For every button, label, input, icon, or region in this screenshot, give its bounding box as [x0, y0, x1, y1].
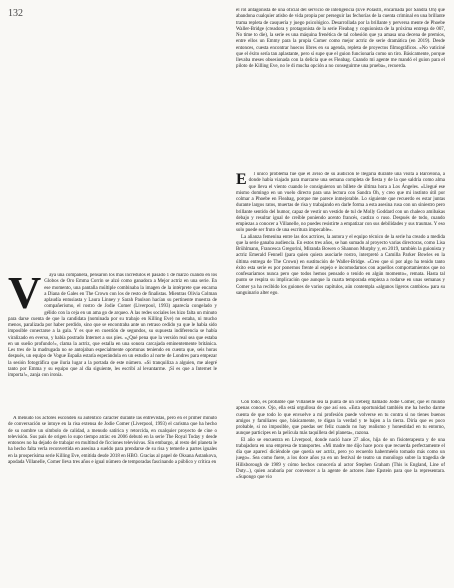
article-column-left-bottom [8, 416, 217, 466]
article-column-left-top [8, 273, 217, 379]
article-paragraph: La alianza femenina entre las dos actrices, la autora y el equipo técnico de la serie ha creado a medida que la serie ganaba audiencia. En estos tres años, se han sumado al proyecto varias directoras, como Lisa Brühlmann, Francesca Gregorini, Miranda Bowen o Shannon Murphy y, en 2019, también la guionista y actriz Emerald Fennell (para quien quiera asociarle rostro, interpretó a Camilla Parker Bowles en la última entrega de The Crown) en sustitución de Waller-Bridge. «Creo que si por algo ha tenido tanto éxito esta serie es por ponernos frente al espejo e incomodarnos con aquellos comportamientos que no confesaríamos nunca pero que todos hemos pensado o tenido en algún momento», remata. Hasta tal punto se respira su implicación que aunque la cuarta temporada empieza a rodarse en unas semanas y Comer ya ha recibido los guiones de varios capítulos, aún contempla «algunos ligeros cambios» para su sanguinario alter ego. [236, 234, 445, 296]
drop-cap: E [236, 172, 247, 188]
article-paragraph: El año se encuentra en Liverpool, donde nació hace 27 años, hija de un fisioterapeuta y de una trabajadora en una empresa de transportes. «Mi madre me dijo hace poco que recuerda perfectamente el día que aparecí diciéndole que quería ser actriz, pero yo recuerdo haberméelo tomado más como un juego». Sea como fuere, a los doce años ya en un festival de teatro un monólogo sobre la tragedia de Hillsborough de 1989 y cómo hechos conocería al actor Stephen Graham (This is England, Line of Duty...), quien acabaría por convencer a la agente de actores Jane Epstein para que la representara. «Supongo que vio [236, 437, 445, 480]
article-paragraph: el rol antagonista de una oficial del servicio de inteligencia (Eve Polastri, encarnada por Sandra Oh) que abandona cualquier atisbo de vida propia por perseguir las fechorías de la cuenta criminal en una brillante trama repleta de casquería y juego psicológico. Desarrollada por la brillante y perversa mente de Phoebe Waller-Bridge (creadora y protagonista de la serie Fleabag y coguionista de la próxima entrega de 007, No time to die), la serie es una máquina frenética de tal cohesión que ya amasa una decena de premios, entre ellos un Emmy para la propia Comer como mejor actriz de serie dramática (en 2019). Desde entonces, cuesta encontrar huecos libres en su agenda, repleta de proyectos filmográficos. «No vaticiné que el éxito sería tan aplastante, pero sí supe que el guion funcionaría como un tiro. Básicamente, porque llevaba meses obsesionada con la delicia que es Fleabag. Cuando mi agente me mandó el guion para el piloto de Killing Eve, no le di mucha opción a no conseguirme una prueba», recuerda. [236, 8, 445, 70]
page-number: 132 [8, 8, 23, 19]
article-column-right-mid [236, 172, 445, 297]
article-paragraph: l único problema fue que el aviso de su audición le llegaría durante una visita a Barcelona, a donde había viajado para marcarse una semana completa de fiesta y de la que saldría como alma que lleva el viento cuando le consiguieron un billete de última hora a Los Ángeles. «Llegué ese mismo domingo en un vuelo directo para una lectura con Sandra Oh, y creo que mi instinto útil por colmar a Phoebe en Fleabag, porque me parece inmejorable. Lo siguiente que recuerdo es estar juntas durante largos ratos, muertas de risa y trabajando en darle forma a esta asesina rusa con un siniestro pero brillante sentido del humor, capaz de vestir un vestido de tul de Molly Goddard con un chaleco amibakas debajo y resultar igual de creíble poniendo acento francés, castizo o ruso. Después de todo, cuando empiezas a conocer a Villanelle, no puedes resistirte a empatizar con sus debilidades y sus traumas. Y eso solo puede ser fruto de una escritura impecable». [236, 172, 445, 234]
article-paragraph: A menudo los actores esconden su auténtico carácter durante las entrevistas, pero en el primer minuto de conversación se intuye en la risa extensa de Jodie Comer (Liverpool, 1993) el carisma que ha hecho de su nombre un símbolo de calidad, a menudo satírica y retorcida, en cualquier proyecto de cine o televisión. Sus país de origen lo supo tiempo atrás: en 2006 debutó en la serie The Royal Today y desde entonces no ha dejado de trabajar en multitud de ficciones televisivas. Sin embargo, al resto del planeta le ha hecho falta verla reconvertida en asesina a sueldo para prendarse de su risa y temerle a partes iguales en la prosperísima serie Killing Eve, emitida desde 2018 en HBO. Gracias al papel de Oksana Astankova, apodada Villanelle, Comer lleva tres años e igual número de temporadas fascinando a público y crítica en [8, 416, 217, 465]
article-column-right-bottom [236, 400, 445, 481]
article-paragraph: Con todo, es probable que Villanelle sea la punta de un iceberg llamado Jodie Comer, que el mundo apenas conoce. Ojo, ella está orgullosa de que así sea. «Esta oportunidad también me ha hecho darme cuenta de que todo lo que envuelve a mi profesión puede volverse en tu contra si no tienes buenos amigos y familiares que, básicamente, te digan la verdad y te bajen a la tierra. Diría que es poco probable, si no imposible, que puedas ser feliz cuando no hay realismo y honestidad en tu entorno, aunque participes en la película más taquillera del planeta», razona. [236, 400, 445, 437]
article-paragraph: aya una compañera, pensaron los más incrédulos el pasado 1 de marzo cuando en los Globos de Oro Emma Corrin se alzó como ganadora a Mejor actriz en una serie. En ese momento, una pantalla múltiple combinaba la imagen de la intérprete que encarna a Diana de Gales en The Crown con los de resto de finalistas. Mientras Olivia Colman aplaudía entusiasta y Laura Linney y Sarah Paulson hacían su pertinente muestra de compañerismo, el rostro de Jodie Comer (Liverpool, 1993) aparecía congelado y gélido con la ceja en un ama go de arqueo. A las redes sociales les hizo falta un minuto para darse cuenta de que la candidata (nominada por su trabajo en Killing Eve) no estaba, ni mucho menos, paralizada por haber perdido, sino que se encontraba ante un retraso cedido ya que le había sido imposible conectarse a la gala. Y es que en cuestión de segundos, su supuesta indiferencia se había viralizado en everso, y había postrado Internet a sus pies. «¿Qué pena que la versión real sea que estaba en un sueño profundo!», clama la actriz, que estalla en una sonora carcajada eminentemente británica. Les tres de la madrugada no se antojaban especialmente oportunas teniendo en cuenta que, seis horas después, un equipo de Vogue España estaría esperándola en un estudio al norte de Londres para empezar la sesión fotográfica que iluria lugar a la portada de este número. «Si tranquiliza a alguien, me alegré tanto por Emma y su equipo que al día siguiente, les escribí al levantarme. ¡Sí es que a Internet le importa!», zanja con ironía. [8, 273, 217, 378]
drop-cap: V [8, 273, 42, 318]
article-column-right-top [236, 8, 445, 71]
